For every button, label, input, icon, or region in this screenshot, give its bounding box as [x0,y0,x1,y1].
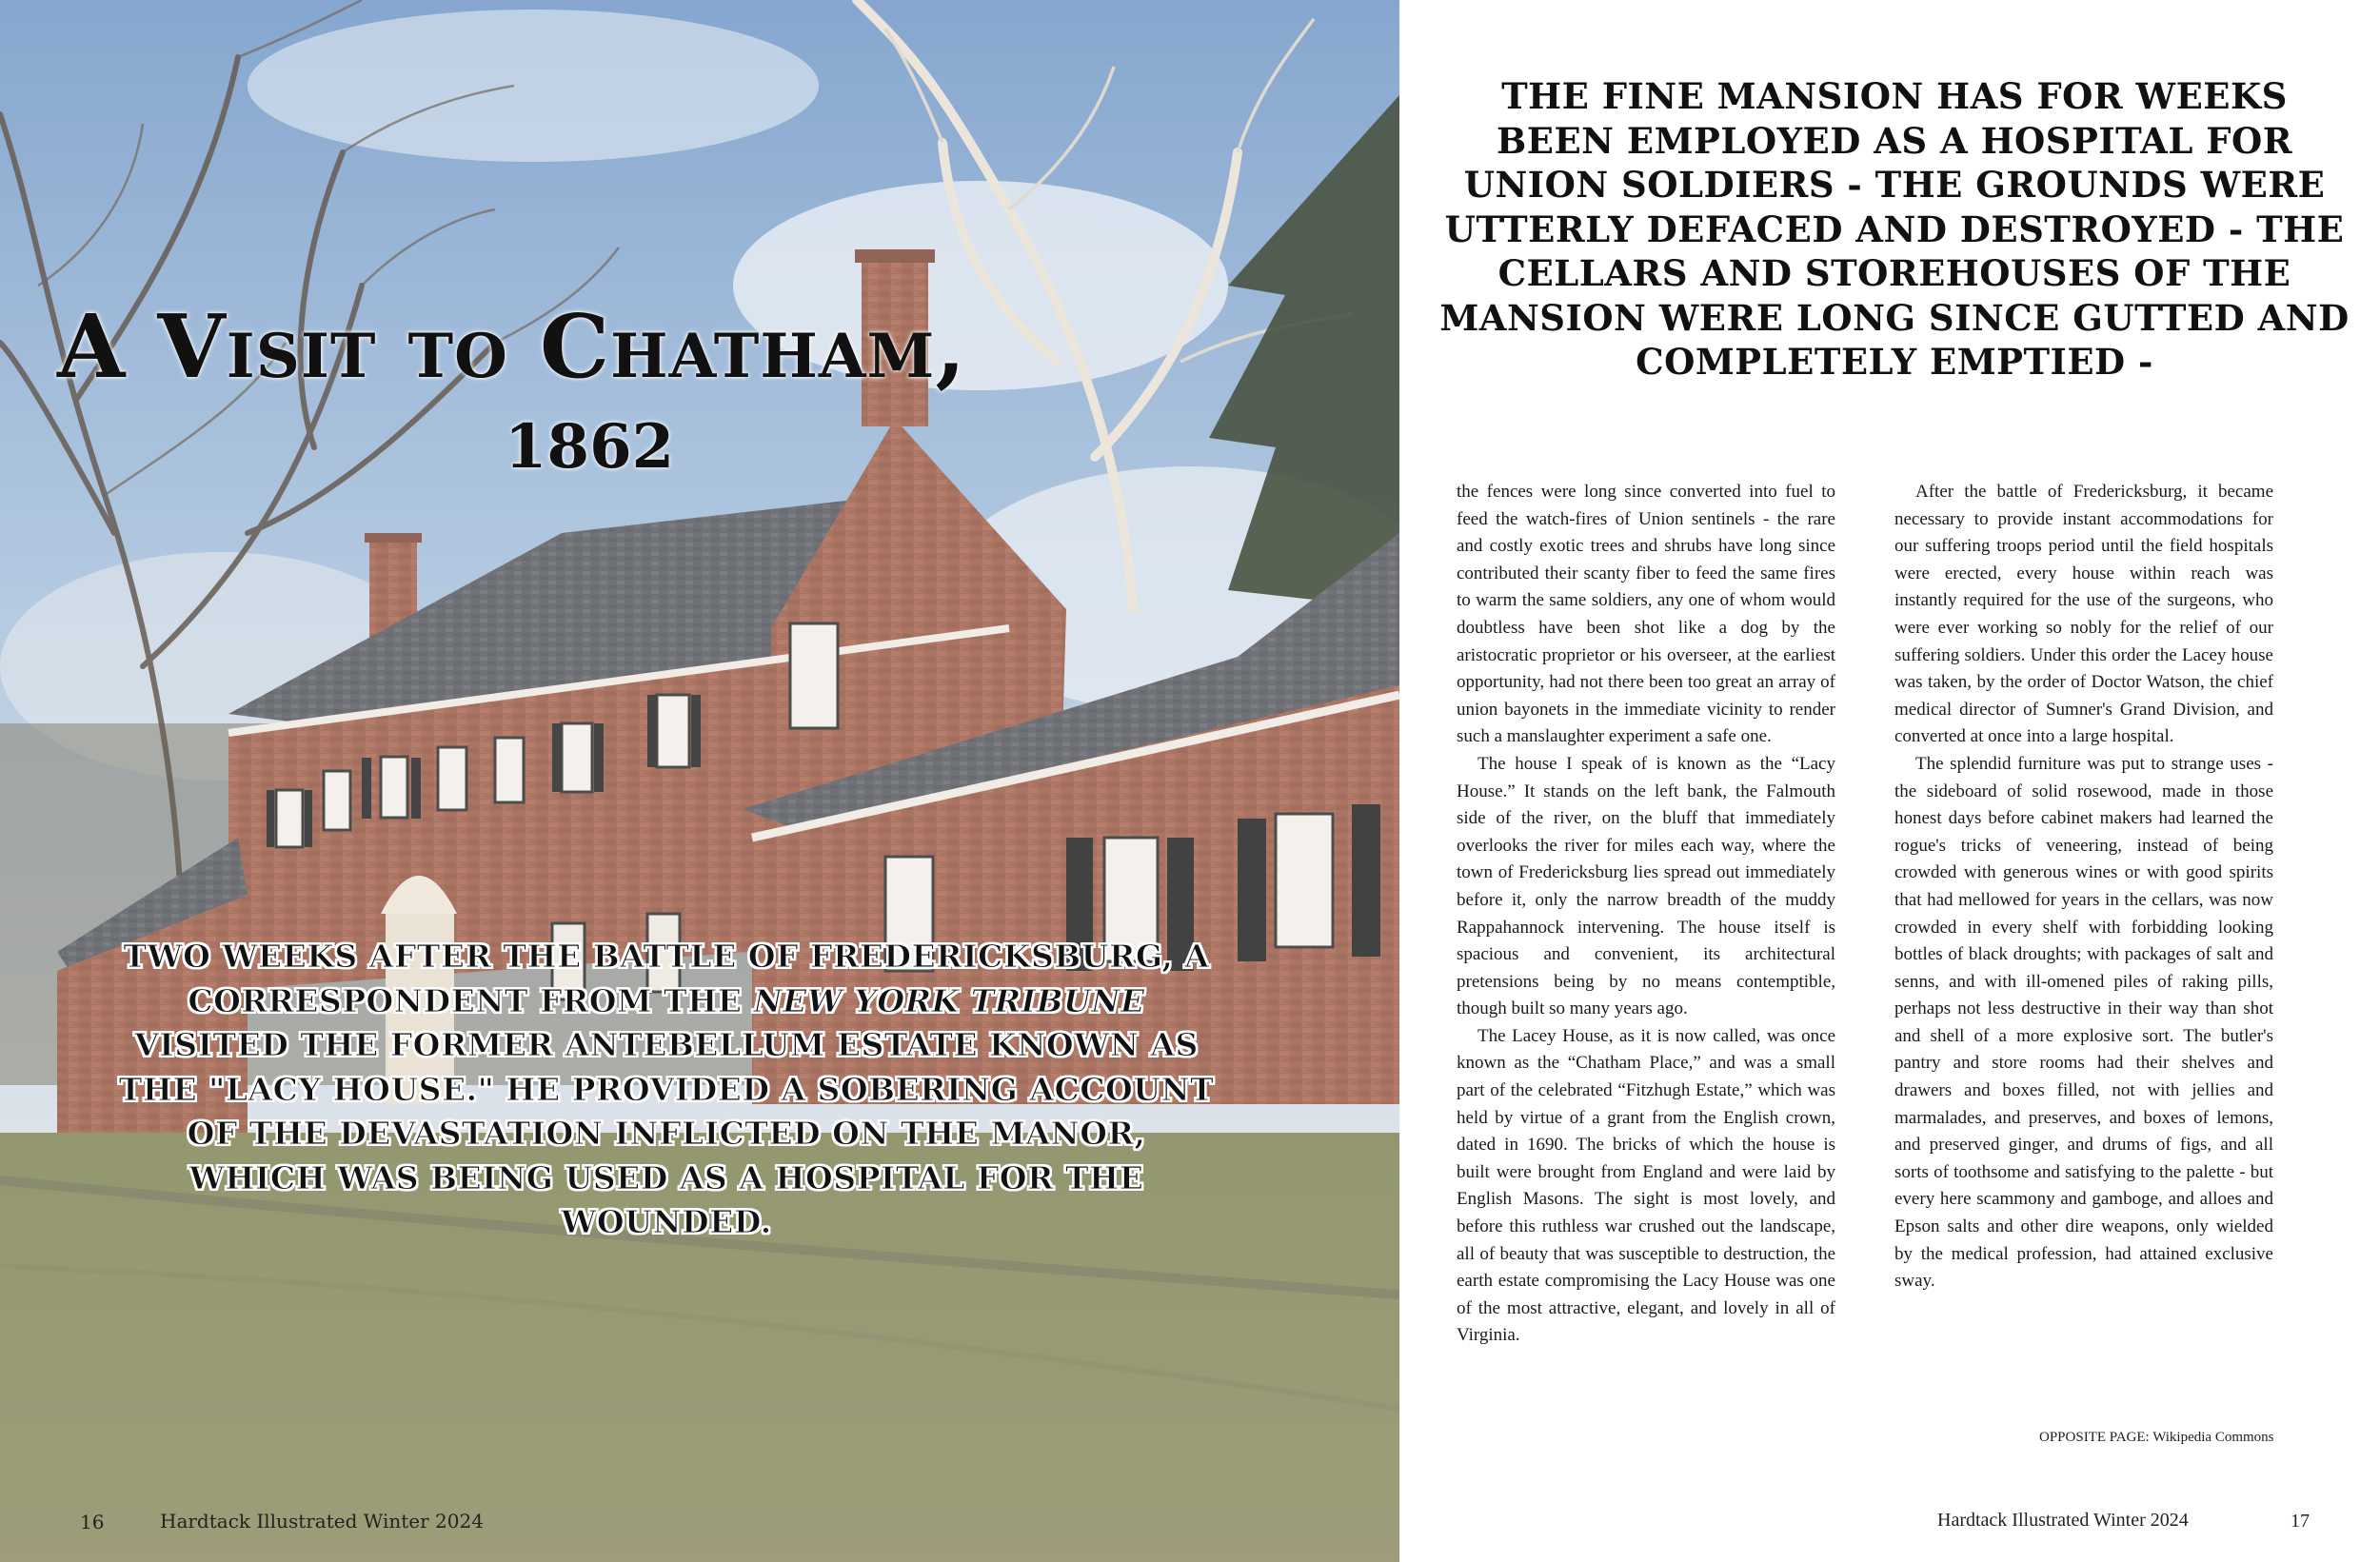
column-2-paragraph-2: The splendid furniture was put to strange uses - the sideboard of solid rosewood, made in those honest days before cabinet makers had learned the rogue's tricks of veneering, instead of being crowded with generous wines or with good spirits that had mellowed for years in the cellars, was now crowded in every shelf with forbidding looking bottles of black droughts; with packages of salt and senns, and with ill-omened piles of raking pills, perhaps not less destructive in their way than shot and shell of a more explosive sort. The butler's pantry and store rooms had their shelves and drawers and boxes filled, not with jellies and marmalades, and preserves, and boxes of lemons, and preserved ginger, and drums of figs, and all sorts of toothsome and satisfying to the palette - but every here scammony and gamboge, and alloes and Epson salts and other dire weapons, only wielded by the medical profession, had attained exclusive sway. [1894,753,2273,1292]
text-column-2 [1894,479,2273,1295]
right-page [1399,0,2380,1562]
pull-quote: THE FINE MANSION HAS FOR WEEKS BEEN EMPLOYED AS A HOSPITAL FOR UNION SOLDIERS - THE GROUNDS WERE UTTERLY DEFACED AND DESTROYED - THE CELLARS AND STOREHOUSES OF THE MANSION WERE LONG SINCE GUTTED AND COMPLETELY EMPTIED - [1439,75,2350,383]
running-footer-right: Hardtack Illustrated Winter 2024 [1937,1510,2189,1531]
column-2-paragraph-1: After the battle of Fredericksburg, it became necessary to provide instant accommodations for our suffering troops period until the field hospitals were erected, every house within reach was instantly required for the use of the surgeons, who were ever working so nobly for the relief of our suffering soldiers. Under this order the Lacey house was taken, by the order of Doctor Watson, the chief medical director of Sumner's Grand Division, and converted at once into a large hospital. [1894,482,2273,747]
text-column-1 [1457,479,1835,1350]
page-number-right: 17 [2291,1511,2310,1532]
article-title: A Visit to Chatham, [57,295,967,398]
running-footer-left: Hardtack Illustrated Winter 2024 [160,1510,484,1532]
photo-credit: OPPOSITE PAGE: Wikipedia Commons [2039,1430,2274,1445]
column-1-paragraph-3: The Lacey House, as it is now called, was once known as the “Chatham Place,” and was a small part of the celebrated “Fitzhugh Estate,” which was held by virtue of a grant from the English crown, dated in 1690. The bricks of which the house is built were brought from England and were laid by English Masons. The sight is most lovely, and before this ruthless war crushed out the landscape, all of beauty that was susceptible to destruction, the earth estate compromising the Lacy House was one of the most attractive, elegant, and lovely in all of Virginia. [1457,1025,1835,1346]
article-intro [114,935,1219,1245]
intro-text-start: TWO WEEKS AFTER THE BATTLE OF FREDERICKSBURG, A CORRESPONDENT FROM THE [123,938,1210,1019]
page-number-left: 16 [80,1511,105,1533]
article-title-year: 1862 [505,411,675,483]
column-1-paragraph-2: The house I speak of is known as the “Lacy House.” It stands on the left bank, the Falmouth side of the river, on the bluff that immediately overlooks the river for miles each way, where the town of Fredericksburg lies spread out immediately before it, only the narrow breadth of the muddy Rappahannock intervening. The house itself is spacious and convenient, its architectural pretensions being by no means contemptible, though built so many years ago. [1457,753,1835,1019]
column-1-paragraph-1: the fences were long since converted into fuel to feed the watch-fires of Union sentinels - the rare and costly exotic trees and shrubs have long since contributed their scanty fiber to feed the same fires to warm the same soldiers, any one of whom would doubtless have been shot like a dog by the aristocratic proprietor or his overseer, at the earliest opportunity, had not there been too great an array of union bayonets in the immediate vicinity to render such a manslaughter experiment a safe one. [1457,482,1835,747]
intro-publication-name: NEW YORK TRIBUNE [753,981,1145,1019]
intro-text-end: VISITED THE FORMER ANTEBELLUM ESTATE KNOWN AS THE "LACY HOUSE." HE PROVIDED A SOBERING ACCOUNT OF THE DEVASTATION INFLICTED ON THE MANOR, WHICH WAS BEING USED AS A HOSPITAL FOR THE WOUNDED. [118,1026,1215,1240]
